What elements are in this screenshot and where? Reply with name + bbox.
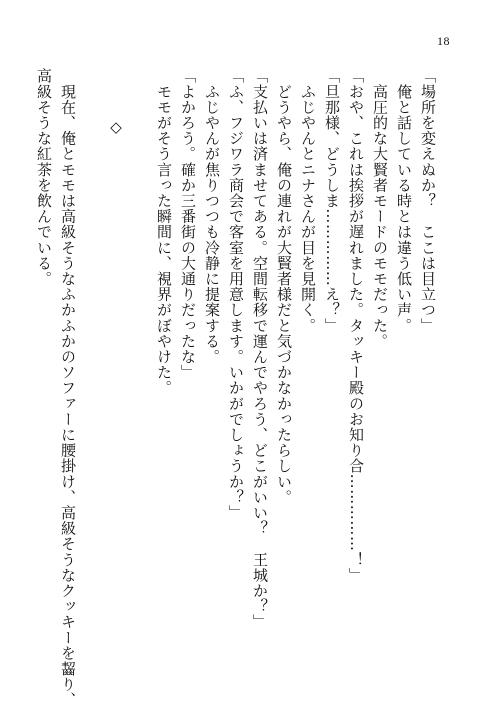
text-line: 高圧的な大賢者モードのモモだった。	[371, 68, 389, 349]
text-line: モモがそう言った瞬間に、視界がぼやけた。	[155, 68, 173, 396]
text-line: 俺と話している時とは違う低い声。	[395, 68, 413, 334]
text-line: 「支払いは済ませてある。空間転移で運んでやろう、どこがいい？ 王城か？」	[251, 68, 269, 630]
text-line: ふじやんが焦りつつも冷静に提案する。	[203, 68, 221, 365]
text-line: 「場所を変えぬか？ ここは目立つ」	[419, 68, 437, 334]
text-line: 高級そうな紅茶を飲んでいる。	[35, 68, 53, 287]
text-line: 「ふ、フジワラ商会で客室を用意します。いかがでしょうか？」	[227, 68, 245, 521]
text-line: どうやら、俺の連れが大賢者様だと気づかなかったらしい。	[275, 68, 293, 505]
scene-break	[104, 68, 128, 658]
text-line: ふじやんとニナさんが目を見開く。	[299, 68, 317, 334]
text-line: 「おや、これは挨拶が遅れました。タッキー殿のお知り合……………！」	[347, 68, 365, 583]
text-line: 現在、俺とモモは高級そうなふかふかのソファーに腰掛け、高級そうなクッキーを齧り、	[59, 68, 77, 708]
blank-line	[80, 68, 104, 658]
page-number: 18	[437, 34, 450, 48]
text-line: 「よかろう。確か三番街の大通りだったな」	[179, 68, 197, 380]
body-text	[32, 68, 440, 708]
text-line: 「旦那様、どうしま……………え？」	[323, 68, 341, 334]
diamond-icon: ◇	[107, 118, 125, 137]
blank-line	[128, 68, 152, 658]
